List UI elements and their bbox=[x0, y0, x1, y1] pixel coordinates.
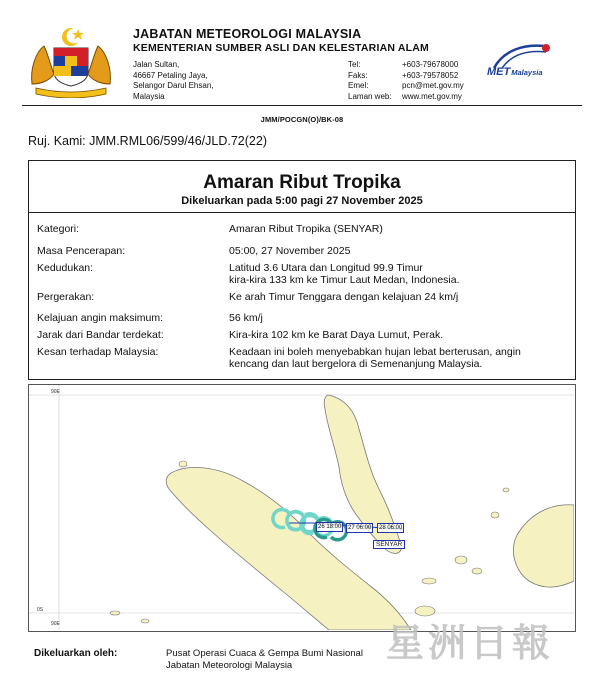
map-axis-label: 90E bbox=[51, 621, 60, 627]
contact-label: Emel: bbox=[348, 81, 369, 90]
warning-heading bbox=[29, 161, 575, 213]
met-logo-word: MET bbox=[487, 66, 511, 78]
issuing-agency-line: Jabatan Meteorologi Malaysia bbox=[166, 660, 293, 671]
issued-by-label: Dikeluarkan oleh: bbox=[34, 648, 118, 659]
info-value-line: Keadaan ini boleh menyebabkan hujan lebat berterusan, angin bbox=[229, 346, 521, 358]
issued-time: Dikeluarkan pada 5:00 pagi 27 November 2025 bbox=[181, 195, 423, 207]
contact-details bbox=[348, 60, 464, 102]
reference-number: Ruj. Kami: JMM.RML06/599/46/JLD.72(22) bbox=[28, 134, 267, 148]
borneo-landmass bbox=[513, 505, 574, 587]
warning-title: Amaran Ribut Tropika bbox=[203, 172, 401, 193]
info-value-line: Kira-kira 102 km ke Barat Daya Lumut, Perak. bbox=[229, 329, 444, 341]
email-link[interactable]: pcn@met.gov.my bbox=[402, 81, 464, 90]
info-label: Kelajuan angin maksimum: bbox=[37, 312, 164, 324]
website-link[interactable]: www.met.gov.my bbox=[402, 91, 462, 101]
coat-of-arms-logo bbox=[28, 24, 114, 98]
info-value bbox=[229, 223, 569, 235]
info-label: Kesan terhadap Malaysia: bbox=[37, 346, 159, 358]
info-label: Kategori: bbox=[37, 223, 80, 235]
info-value bbox=[229, 245, 569, 257]
met-logo-country: Malaysia bbox=[511, 68, 543, 77]
header-divider bbox=[22, 105, 582, 106]
met-logo-text bbox=[487, 66, 543, 78]
map-axis-label: 90E bbox=[51, 389, 60, 395]
issuing-agency-line: Pusat Operasi Cuaca & Gempa Bumi Nasional bbox=[166, 648, 363, 659]
info-value-line: kencang dan laut bergelora di Semenanjung Malaysia. bbox=[229, 358, 483, 370]
issuing-agency bbox=[166, 648, 363, 672]
storm-track-map bbox=[28, 384, 576, 632]
fax-number: +603-79578052 bbox=[402, 70, 459, 80]
phone-number[interactable]: +603-79678000 bbox=[402, 60, 459, 69]
info-value-line: 56 km/j bbox=[229, 312, 263, 324]
tropical-storm-warning-panel bbox=[28, 160, 576, 380]
info-label: Kedudukan: bbox=[37, 262, 94, 274]
info-value-line: kira-kira 133 km ke Timur Laut Medan, Indonesia. bbox=[229, 274, 460, 286]
organization-name: JABATAN METEOROLOGI MALAYSIA bbox=[133, 27, 362, 41]
contact-row-email bbox=[348, 81, 464, 92]
contact-label: Faks: bbox=[348, 70, 368, 80]
contact-row-web bbox=[348, 92, 464, 103]
address-line: 46667 Petaling Jaya, bbox=[133, 70, 208, 80]
info-value bbox=[229, 262, 569, 286]
info-value-line: Latitud 3.6 Utara dan Longitud 99.9 Timur bbox=[229, 262, 423, 274]
info-label: Pergerakan: bbox=[37, 291, 95, 303]
ministry-name: KEMENTERIAN SUMBER ASLI DAN KELESTARIAN ALAM bbox=[133, 42, 429, 54]
info-value bbox=[229, 346, 569, 370]
storm-name-label: SENYAR bbox=[373, 540, 405, 549]
info-value bbox=[229, 312, 569, 324]
contact-label: Laman web: bbox=[348, 91, 392, 101]
address-line: Malaysia bbox=[133, 91, 165, 101]
info-label: Jarak dari Bandar terdekat: bbox=[37, 329, 164, 341]
contact-label: Tel: bbox=[348, 60, 361, 69]
info-value bbox=[229, 329, 569, 341]
map-axis-label: 0S bbox=[37, 607, 44, 613]
track-time-label: 26 18:00 bbox=[318, 524, 342, 530]
contact-row-fax bbox=[348, 71, 464, 82]
newspaper-watermark: 星洲日報 bbox=[386, 620, 555, 665]
info-label: Masa Pencerapan: bbox=[37, 245, 126, 257]
track-time-label: 28 06:00 bbox=[379, 525, 403, 531]
map-graphic bbox=[29, 385, 574, 630]
postal-address bbox=[133, 60, 214, 102]
address-line: Jalan Sultan, bbox=[133, 60, 180, 69]
document-code: JMM/POCGN(O)/BK-08 bbox=[260, 115, 344, 124]
contact-row-tel bbox=[348, 60, 464, 71]
track-time-label: 27 06:00 bbox=[348, 525, 372, 531]
info-value-line: Amaran Ribut Tropika (SENYAR) bbox=[229, 223, 383, 235]
address-line: Selangor Darul Ehsan, bbox=[133, 81, 214, 90]
info-value bbox=[229, 291, 569, 303]
info-value-line: 05:00, 27 November 2025 bbox=[229, 245, 351, 257]
info-value-line: Ke arah Timur Tenggara dengan kelajuan 24 km/j bbox=[229, 291, 459, 303]
